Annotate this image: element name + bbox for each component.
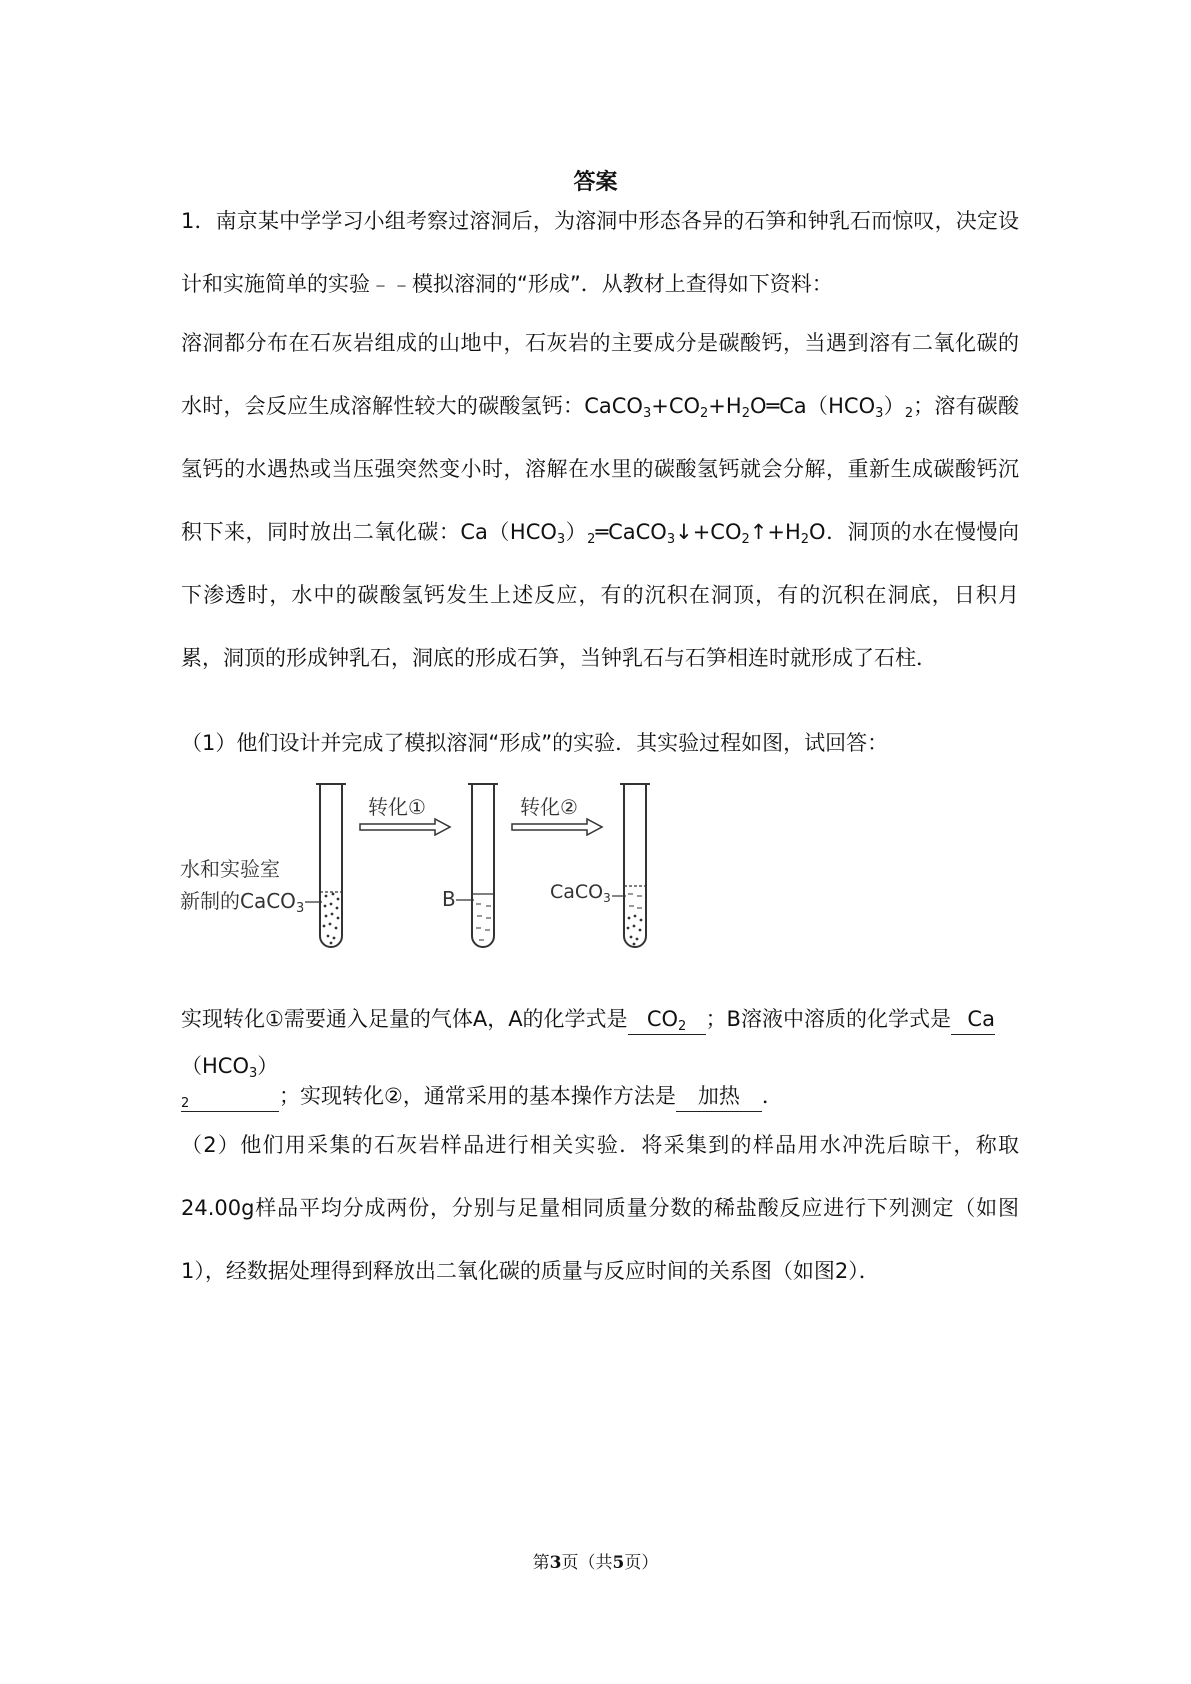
answer-blank-b-part2 [181,1051,279,1112]
answer-blank-a [628,1004,706,1035]
footer-page-number: 3 [549,1553,562,1573]
subscript: 3 [666,532,676,547]
subscript: 3 [248,1066,258,1081]
label-caco3-text: CaCO [550,881,604,903]
subscript: 2 [904,406,914,421]
page-footer [0,1548,1191,1573]
part1-answer-text: 实现转化①需要通入足量的气体A，A的化学式是 [181,1007,628,1031]
answer-b-text: ） [257,1054,279,1078]
material-text: ═CaCO [595,520,667,544]
subscript: 2 [741,532,750,547]
label-b: B [442,887,456,911]
part1-answer [181,988,1019,1128]
footer-text: 页（共 [561,1553,613,1573]
label-left-sub: 3 [295,901,305,916]
test-tube-1 [316,784,346,947]
subscript: 2 [800,532,810,547]
part1-question [181,712,1019,775]
label-caco3-sub: 3 [603,891,611,905]
answer-c-text: 加热 [697,1084,740,1108]
part1-answer-text: ；B溶液中溶质的化学式是 [705,1007,951,1031]
experiment-figure [180,776,700,956]
subscript: 2 [700,406,709,421]
subscript: 2 [678,1019,687,1034]
footer-text: 第 [532,1553,550,1573]
arrow-2 [512,795,602,835]
material-text: 溶洞都分布在石灰岩组成的山地中，石灰岩的主要成分是碳酸钙，当遇到溶有二氧化碳的水时，会反应生成溶解性较大的碳酸氢钙：CaCO [181,331,1019,418]
answer-b-text: Ca [967,1007,995,1031]
material-text: ；溶有碳酸氢钙的水遇热或当压强突然变小时，溶解在水里的碳酸氢钙就会分解，重新生成碳酸钙沉积下来，同时放出二氧化碳：Ca（HCO [181,394,1020,544]
material-text: ） [565,520,588,544]
footer-total-pages: 5 [612,1553,625,1573]
material-paragraph [181,312,1019,690]
material-text: ↑+H [749,520,801,544]
subscript: 3 [556,532,566,547]
part2-text: （2）他们用采集的石灰岩样品进行相关实验．将采集到的样品用水冲洗后晾干，称取24.00g样品平均分成两份，分别与足量相同质量分数的稀盐酸反应进行下列测定（如图1），经数据处理得到释放出二氧化碳的质量与反应时间的关系图（如图2）． [181,1133,1019,1283]
subscript: 3 [642,406,652,421]
answer-blank-b-part1 [951,1004,995,1035]
footer-text: 页） [624,1553,659,1573]
material-text: ） [883,394,905,418]
subscript: 2 [587,532,596,547]
intro-text: 1．南京某中学学习小组考察过溶洞后，为溶洞中形态各异的石笋和钟乳石而惊叹，决定设计和实施简单的实验﹣﹣模拟溶洞的“形成”．从教材上查得如下资料： [181,209,1019,296]
answer-blank-c [676,1081,762,1112]
label-left-line2 [180,889,304,916]
subscript: 2 [741,406,750,421]
question-intro [181,190,1019,316]
part2-question [181,1114,1019,1303]
material-text: ↓+CO [675,520,742,544]
part1-answer-text: ；实现转化②，通常采用的基本操作方法是 [279,1084,676,1108]
part1-answer-text: ． [761,1084,783,1108]
material-text: O═Ca（HCO [749,394,876,418]
subscript: 2 [181,1096,190,1111]
material-text: +H [708,394,742,418]
arrow-1-label: 转化① [368,795,426,819]
page-title: 答案 [573,170,618,195]
arrow-2-label: 转化② [520,795,578,819]
answer-a-text: CO [646,1007,679,1031]
part1-question-text: （1）他们设计并完成了模拟溶洞“形成”的实验．其实验过程如图，试回答： [181,731,889,755]
answer-b-text: （HCO [181,1054,249,1078]
label-left-text: 新制的CaCO [180,889,296,913]
test-tube-3 [620,784,650,947]
material-text: +CO [651,394,701,418]
test-tube-2 [468,784,498,947]
material-text: O．洞顶的水在慢慢向下渗透时，水中的碳酸氢钙发生上述反应，有的沉积在洞顶，有的沉积在洞底，日积月累，洞顶的形成钟乳石，洞底的形成石笋，当钟乳石与石笋相连时就形成了石柱． [181,520,1020,670]
arrow-1 [360,795,450,835]
subscript: 3 [875,406,884,421]
label-left-line1: 水和实验室 [180,857,280,881]
label-caco3 [550,881,611,905]
